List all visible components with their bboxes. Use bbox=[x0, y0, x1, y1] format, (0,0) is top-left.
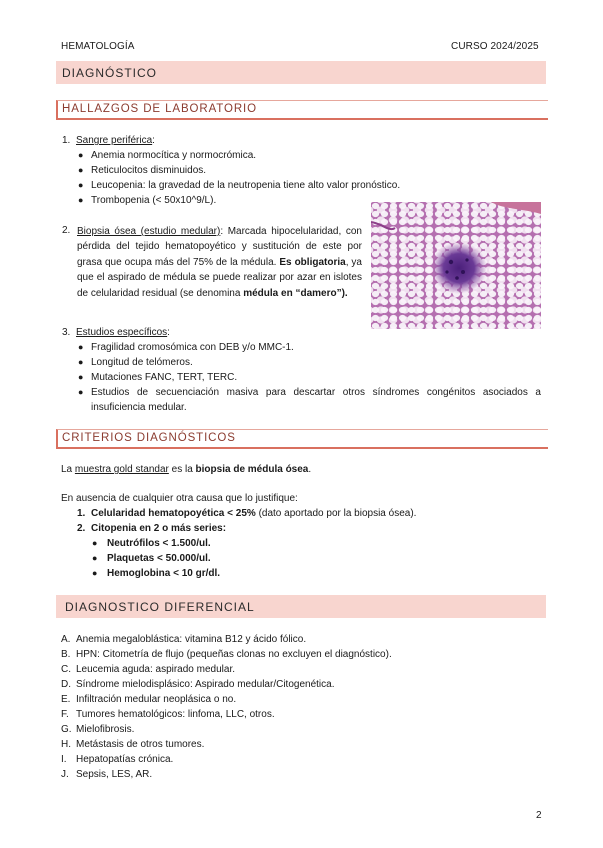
bullet-icon: ● bbox=[78, 195, 84, 205]
item-title: Estudios específicos: bbox=[76, 327, 170, 338]
gold-standard-line: La muestra gold standar es la biopsia de médula ósea. bbox=[61, 464, 312, 475]
section-diagnostico bbox=[56, 61, 546, 84]
bullet-icon: ● bbox=[78, 165, 84, 175]
bullet-icon: ● bbox=[78, 180, 84, 190]
section-title: DIAGNOSTICO DIFERENCIAL bbox=[65, 600, 255, 614]
list-item: HPN: Citometría de flujo (pequeñas clonas no excluyen el diagnóstico). bbox=[76, 649, 392, 660]
bullet-icon: ● bbox=[92, 538, 98, 548]
list-letter: H. bbox=[61, 739, 71, 750]
bullet-icon: ● bbox=[92, 568, 98, 578]
list-item: Hepatopatías crónica. bbox=[76, 754, 174, 765]
list-item: Sepsis, LES, AR. bbox=[76, 769, 153, 780]
page-number: 2 bbox=[536, 810, 542, 821]
bullet-icon: ● bbox=[78, 150, 84, 160]
section-title: DIAGNÓSTICO bbox=[62, 66, 158, 80]
subsection-criterios bbox=[56, 429, 548, 449]
subsection-hallazgos bbox=[56, 100, 548, 120]
list-letter: C. bbox=[61, 664, 71, 675]
bone-marrow-histology-image bbox=[371, 202, 541, 329]
bullet-text: Fragilidad cromosómica con DEB y/o MMC-1. bbox=[91, 342, 294, 353]
item-number: 3. bbox=[62, 327, 71, 338]
bullet-icon: ● bbox=[92, 553, 98, 563]
bullet-icon: ● bbox=[78, 342, 84, 352]
criterion-2: Citopenia en 2 o más series: bbox=[91, 523, 227, 534]
bullet-text: Longitud de telómeros. bbox=[91, 357, 193, 368]
criteria-intro: En ausencia de cualquier otra causa que lo justifique: bbox=[61, 493, 298, 504]
subsection-title: HALLAZGOS DE LABORATORIO bbox=[62, 103, 257, 115]
bullet-text: Trombopenia (< 50x10^9/L). bbox=[91, 195, 217, 206]
biopsy-paragraph: Biopsia ósea (estudio medular): Marcada hipocelularidad, con pérdida del tejido hematopoyético y sustitución de este por grasa que ocupa más del 75% de la médula. Es obligatoria, ya que el aspirado de médula se puede realizar por azar en islotes de celularidad residual (se denomina médula en “damero”). bbox=[77, 226, 362, 299]
bullet-text: Estudios de secuenciación masiva para descartar otros síndromes congénitos asociados a bbox=[91, 387, 541, 398]
sub-criterion: Plaquetas < 50.000/ul. bbox=[107, 553, 211, 564]
list-item: Anemia megaloblástica: vitamina B12 y ácido fólico. bbox=[76, 634, 307, 645]
subsection-title: CRITERIOS DIAGNÓSTICOS bbox=[62, 432, 236, 444]
list-item: Síndrome mielodisplásico: Aspirado medular/Citogenética. bbox=[76, 679, 335, 690]
bullet-icon: ● bbox=[78, 387, 84, 397]
sub-criterion: Neutrófilos < 1.500/ul. bbox=[107, 538, 211, 549]
list-item: Infiltración medular neoplásica o no. bbox=[76, 694, 237, 705]
bullet-text: Leucopenia: la gravedad de la neutropenia tiene alto valor pronóstico. bbox=[91, 180, 401, 191]
bullet-text: Reticulocitos disminuidos. bbox=[91, 165, 207, 176]
criterion-number: 2. bbox=[77, 523, 86, 534]
bullet-icon: ● bbox=[78, 372, 84, 382]
header-right: CURSO 2024/2025 bbox=[451, 41, 539, 52]
item-number: 1. bbox=[62, 135, 71, 146]
list-letter: E. bbox=[61, 694, 71, 705]
list-letter: A. bbox=[61, 634, 71, 645]
list-letter: J. bbox=[61, 769, 69, 780]
list-letter: F. bbox=[61, 709, 69, 720]
list-item: Leucemia aguda: aspirado medular. bbox=[76, 664, 235, 675]
item-title: Sangre periférica: bbox=[76, 135, 155, 146]
list-letter: D. bbox=[61, 679, 71, 690]
header-left: HEMATOLOGÍA bbox=[61, 41, 135, 52]
bullet-text: insuficiencia medular. bbox=[91, 402, 187, 413]
list-item: Mielofibrosis. bbox=[76, 724, 135, 735]
item-number: 2. bbox=[62, 225, 71, 236]
section-diferencial bbox=[56, 595, 546, 618]
bullet-icon: ● bbox=[78, 357, 84, 367]
bullet-text: Anemia normocítica y normocrómica. bbox=[91, 150, 257, 161]
list-letter: I. bbox=[61, 754, 67, 765]
list-letter: G. bbox=[61, 724, 72, 735]
criterion-number: 1. bbox=[77, 508, 86, 519]
list-letter: B. bbox=[61, 649, 71, 660]
list-item: Metástasis de otros tumores. bbox=[76, 739, 205, 750]
sub-criterion: Hemoglobina < 10 gr/dl. bbox=[107, 568, 221, 579]
list-item: Tumores hematológicos: linfoma, LLC, otros. bbox=[76, 709, 275, 720]
criterion-1: Celularidad hematopoyética < 25% (dato aportado por la biopsia ósea). bbox=[91, 508, 417, 519]
bullet-text: Mutaciones FANC, TERT, TERC. bbox=[91, 372, 238, 383]
